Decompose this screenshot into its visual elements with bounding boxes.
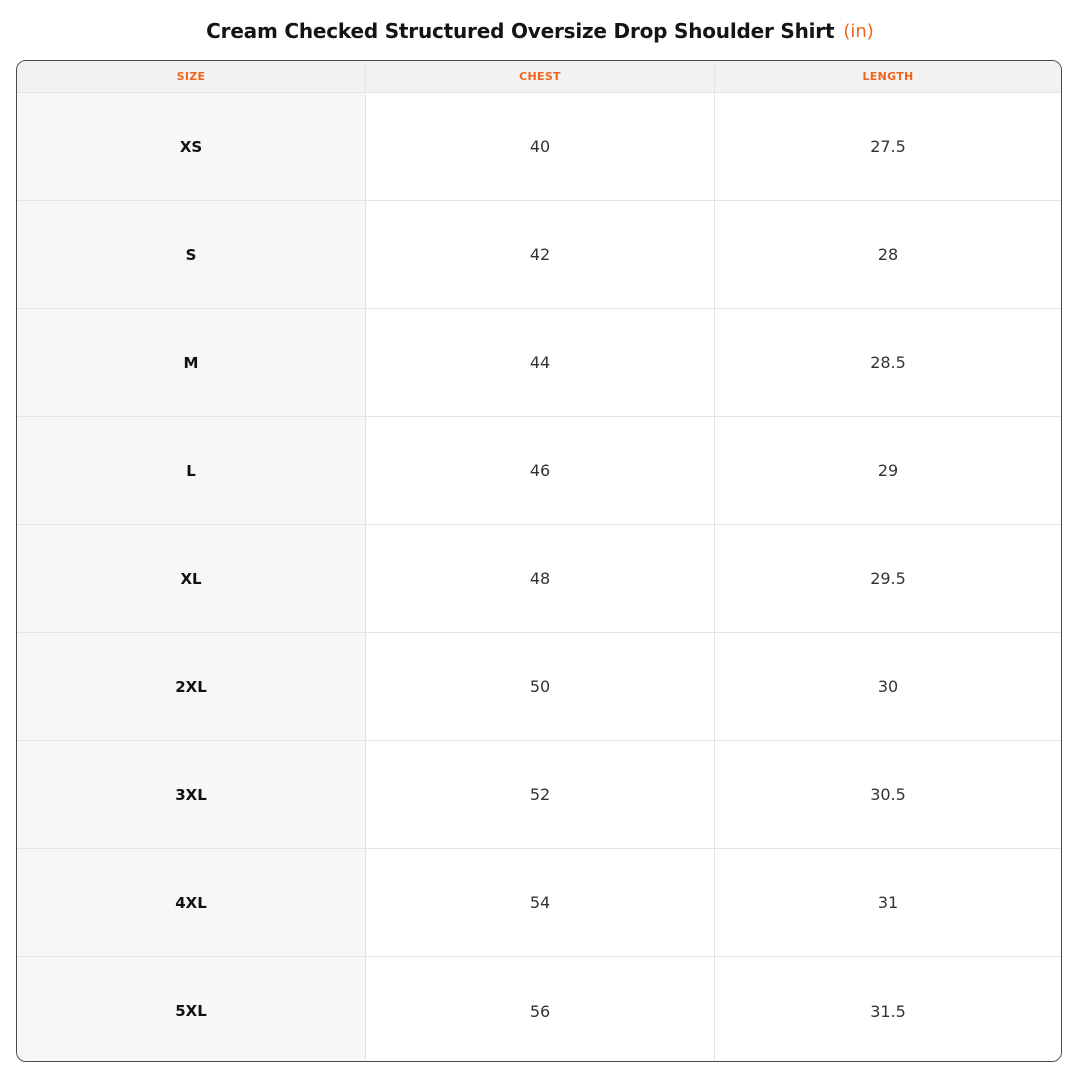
chest-cell: 52	[366, 741, 715, 848]
table-row	[17, 525, 1061, 633]
length-cell: 28	[715, 201, 1061, 308]
size-chart-table	[16, 60, 1062, 1062]
table-row	[17, 741, 1061, 849]
size-cell: 3XL	[17, 741, 366, 848]
size-cell: XL	[17, 525, 366, 632]
length-cell: 30	[715, 633, 1061, 740]
length-cell: 28.5	[715, 309, 1061, 416]
chest-cell: 54	[366, 849, 715, 956]
size-cell: 4XL	[17, 849, 366, 956]
column-header-chest: CHEST	[366, 61, 715, 92]
chest-cell: 44	[366, 309, 715, 416]
title-row	[0, 0, 1080, 62]
table-row	[17, 93, 1061, 201]
table-row	[17, 633, 1061, 741]
length-cell: 29.5	[715, 525, 1061, 632]
chest-cell: 42	[366, 201, 715, 308]
size-cell: XS	[17, 93, 366, 200]
table-row	[17, 957, 1061, 1062]
size-cell: M	[17, 309, 366, 416]
chest-cell: 50	[366, 633, 715, 740]
table-row	[17, 201, 1061, 309]
chest-cell: 40	[366, 93, 715, 200]
length-cell: 31	[715, 849, 1061, 956]
length-cell: 27.5	[715, 93, 1061, 200]
length-cell: 31.5	[715, 957, 1061, 1062]
unit-label: (in)	[843, 20, 874, 42]
column-header-size: SIZE	[17, 61, 366, 92]
table-row	[17, 849, 1061, 957]
size-cell: 2XL	[17, 633, 366, 740]
table-row	[17, 417, 1061, 525]
size-cell: 5XL	[17, 957, 366, 1062]
table-header-row	[17, 61, 1061, 93]
length-cell: 29	[715, 417, 1061, 524]
chest-cell: 56	[366, 957, 715, 1062]
column-header-length: LENGTH	[862, 70, 914, 83]
chest-cell: 48	[366, 525, 715, 632]
size-cell: S	[17, 201, 366, 308]
table-row	[17, 309, 1061, 417]
size-cell: L	[17, 417, 366, 524]
page-title: Cream Checked Structured Oversize Drop Shoulder Shirt	[206, 19, 835, 43]
chest-cell: 46	[366, 417, 715, 524]
length-cell: 30.5	[715, 741, 1061, 848]
